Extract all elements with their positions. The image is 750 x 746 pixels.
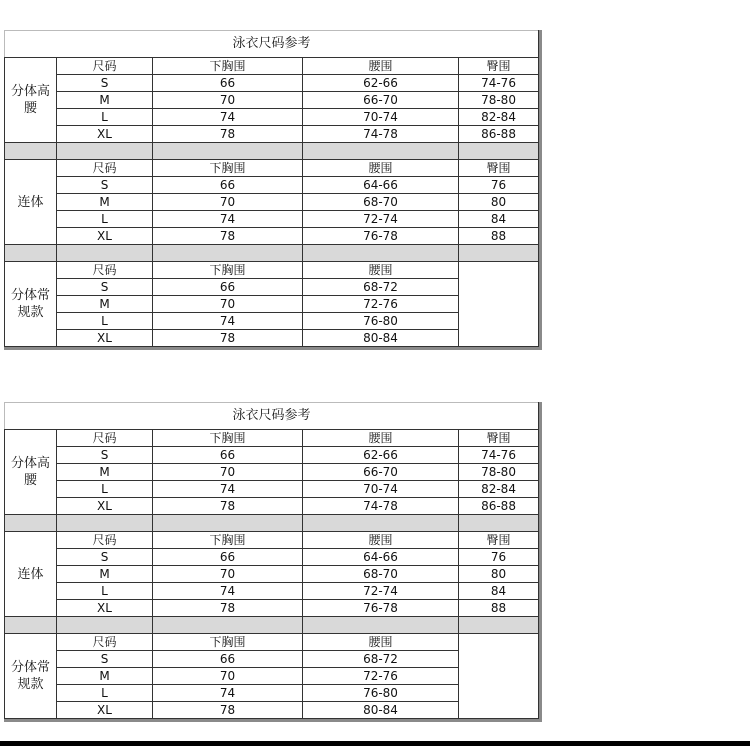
table-cell: 66	[153, 75, 303, 92]
table-cell: 62-66	[303, 447, 459, 464]
table-cell: 78	[153, 702, 303, 719]
table-cell: 78	[153, 600, 303, 617]
table-cell: 86-88	[459, 498, 539, 515]
header-row	[5, 634, 539, 651]
table-cell: 78	[153, 330, 303, 347]
header-cell: 臀围	[459, 58, 539, 75]
table-cell: 68-72	[303, 651, 459, 668]
table-row	[5, 92, 539, 109]
table-cell: XL	[57, 498, 153, 515]
header-cell: 尺码	[57, 58, 153, 75]
group-label: 连体	[5, 532, 57, 617]
table-cell: 70	[153, 194, 303, 211]
table-row	[5, 75, 539, 92]
group-label: 分体常规款	[5, 262, 57, 347]
table-cell: 74-76	[459, 447, 539, 464]
table-cell: 68-72	[303, 279, 459, 296]
table-cell: 70	[153, 668, 303, 685]
table-row	[5, 330, 539, 347]
table-row	[5, 279, 539, 296]
table-cell: 72-74	[303, 583, 459, 600]
empty-cell	[459, 262, 539, 347]
header-cell: 尺码	[57, 430, 153, 447]
header-cell: 尺码	[57, 532, 153, 549]
table-row	[5, 211, 539, 228]
table-cell: 78	[153, 126, 303, 143]
header-cell: 下胸围	[153, 58, 303, 75]
table-cell: M	[57, 668, 153, 685]
table-cell: 68-70	[303, 194, 459, 211]
table-row	[5, 498, 539, 515]
empty-cell	[459, 634, 539, 719]
header-cell: 腰围	[303, 58, 459, 75]
table-cell: S	[57, 549, 153, 566]
table-cell: 70-74	[303, 109, 459, 126]
table-cell: XL	[57, 702, 153, 719]
table-cell: S	[57, 651, 153, 668]
table-cell: S	[57, 447, 153, 464]
table-cell: 88	[459, 600, 539, 617]
table-cell: 86-88	[459, 126, 539, 143]
table-cell: 66-70	[303, 464, 459, 481]
table-cell: 74-78	[303, 126, 459, 143]
chart-title: 泳衣尺码参考	[5, 403, 539, 430]
table-cell: S	[57, 177, 153, 194]
header-cell: 臀围	[459, 430, 539, 447]
table-cell: 74	[153, 211, 303, 228]
table-row	[5, 464, 539, 481]
table-cell: 68-70	[303, 566, 459, 583]
size-chart-table	[4, 402, 539, 719]
table-cell: 70	[153, 296, 303, 313]
header-cell: 腰围	[303, 160, 459, 177]
table-cell: 80	[459, 566, 539, 583]
header-cell: 下胸围	[153, 532, 303, 549]
header-cell: 臀围	[459, 160, 539, 177]
table-cell: XL	[57, 126, 153, 143]
header-row	[5, 160, 539, 177]
table-cell: 64-66	[303, 177, 459, 194]
spacer-row	[5, 143, 539, 160]
table-cell: L	[57, 481, 153, 498]
table-row	[5, 177, 539, 194]
table-cell: 74	[153, 685, 303, 702]
table-cell: 80-84	[303, 702, 459, 719]
table-row	[5, 651, 539, 668]
table-cell: 72-74	[303, 211, 459, 228]
table-cell: 70	[153, 92, 303, 109]
spacer-row	[5, 515, 539, 532]
table-cell: XL	[57, 600, 153, 617]
table-row	[5, 447, 539, 464]
chart-title: 泳衣尺码参考	[5, 31, 539, 58]
table-cell: L	[57, 313, 153, 330]
table-row	[5, 481, 539, 498]
table-row	[5, 549, 539, 566]
header-cell: 尺码	[57, 160, 153, 177]
table-cell: 76	[459, 549, 539, 566]
table-cell: L	[57, 211, 153, 228]
header-row	[5, 532, 539, 549]
table-cell: 62-66	[303, 75, 459, 92]
table-cell: 78	[153, 498, 303, 515]
header-row	[5, 430, 539, 447]
table-row	[5, 600, 539, 617]
table-cell: 76-80	[303, 685, 459, 702]
bottom-border-bar	[0, 741, 750, 746]
table-cell: 66-70	[303, 92, 459, 109]
table-row	[5, 126, 539, 143]
table-cell: 66	[153, 549, 303, 566]
table-cell: 84	[459, 583, 539, 600]
table-cell: 70-74	[303, 481, 459, 498]
table-cell: XL	[57, 330, 153, 347]
header-cell: 腰围	[303, 262, 459, 279]
title-row	[5, 403, 539, 430]
table-row	[5, 685, 539, 702]
group-label: 分体常规款	[5, 634, 57, 719]
header-cell: 下胸围	[153, 262, 303, 279]
table-row	[5, 566, 539, 583]
table-row	[5, 194, 539, 211]
table-cell: 70	[153, 464, 303, 481]
size-chart-table	[4, 30, 539, 347]
table-cell: M	[57, 566, 153, 583]
table-row	[5, 228, 539, 245]
header-cell: 腰围	[303, 532, 459, 549]
size-chart-sheet	[4, 402, 542, 722]
table-cell: 70	[153, 566, 303, 583]
table-cell: L	[57, 109, 153, 126]
table-row	[5, 668, 539, 685]
header-cell: 尺码	[57, 634, 153, 651]
header-cell: 下胸围	[153, 430, 303, 447]
header-cell: 下胸围	[153, 634, 303, 651]
table-cell: 88	[459, 228, 539, 245]
table-cell: 66	[153, 177, 303, 194]
table-row	[5, 109, 539, 126]
table-cell: 84	[459, 211, 539, 228]
table-cell: 74	[153, 481, 303, 498]
table-row	[5, 296, 539, 313]
table-cell: 72-76	[303, 296, 459, 313]
table-cell: 78-80	[459, 92, 539, 109]
spacer-row	[5, 245, 539, 262]
table-cell: 74-76	[459, 75, 539, 92]
table-row	[5, 313, 539, 330]
table-cell: XL	[57, 228, 153, 245]
table-cell: 72-76	[303, 668, 459, 685]
group-label: 分体高腰	[5, 430, 57, 515]
table-cell: 78	[153, 228, 303, 245]
table-cell: 80	[459, 194, 539, 211]
table-cell: 66	[153, 447, 303, 464]
spacer-row	[5, 617, 539, 634]
table-cell: S	[57, 279, 153, 296]
header-row	[5, 58, 539, 75]
table-cell: M	[57, 464, 153, 481]
table-row	[5, 583, 539, 600]
table-cell: 66	[153, 279, 303, 296]
table-cell: 76-78	[303, 600, 459, 617]
table-cell: 76	[459, 177, 539, 194]
table-cell: S	[57, 75, 153, 92]
header-cell: 腰围	[303, 430, 459, 447]
header-cell: 下胸围	[153, 160, 303, 177]
table-cell: 66	[153, 651, 303, 668]
group-label: 连体	[5, 160, 57, 245]
header-cell: 腰围	[303, 634, 459, 651]
table-cell: M	[57, 194, 153, 211]
header-cell: 臀围	[459, 532, 539, 549]
table-cell: 80-84	[303, 330, 459, 347]
table-cell: 74	[153, 583, 303, 600]
title-row	[5, 31, 539, 58]
table-cell: 64-66	[303, 549, 459, 566]
table-cell: 76-78	[303, 228, 459, 245]
table-cell: 74	[153, 313, 303, 330]
table-cell: M	[57, 92, 153, 109]
table-cell: L	[57, 583, 153, 600]
header-cell: 尺码	[57, 262, 153, 279]
table-cell: 82-84	[459, 481, 539, 498]
header-row	[5, 262, 539, 279]
table-cell: 76-80	[303, 313, 459, 330]
table-cell: 74	[153, 109, 303, 126]
size-chart-sheet	[4, 30, 542, 350]
group-label: 分体高腰	[5, 58, 57, 143]
table-cell: 78-80	[459, 464, 539, 481]
table-cell: M	[57, 296, 153, 313]
table-row	[5, 702, 539, 719]
table-cell: L	[57, 685, 153, 702]
table-cell: 74-78	[303, 498, 459, 515]
table-cell: 82-84	[459, 109, 539, 126]
